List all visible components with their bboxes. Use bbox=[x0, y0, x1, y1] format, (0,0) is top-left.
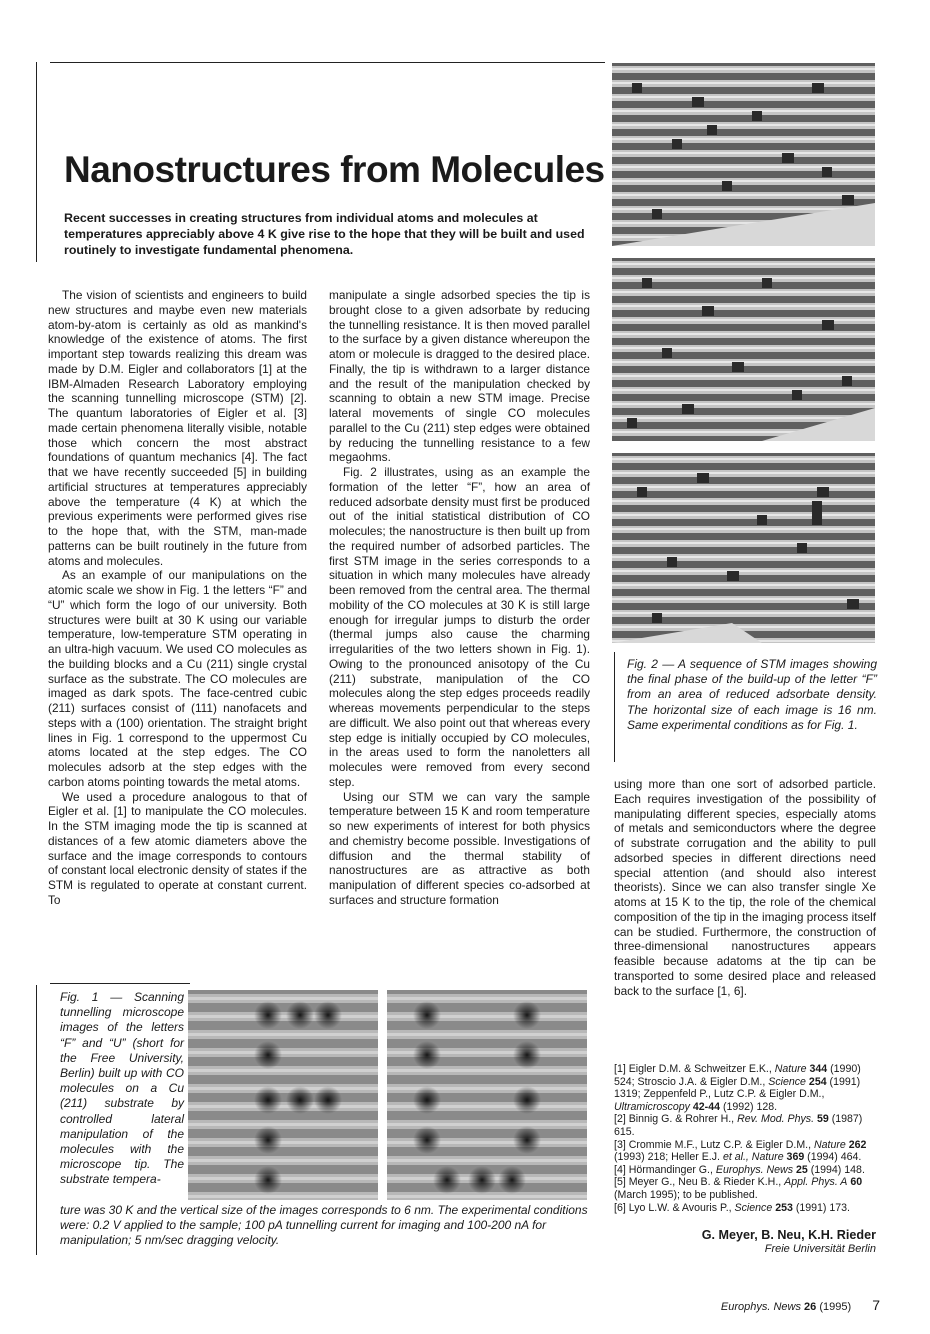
fig1-caption-part-1: Fig. 1 — Scanning tunnelling microscope images of the letters “F” and “U” (short for the Free University, Berlin) built up with CO molecules on a Cu (211) substrate by controlled lateral manipulation of the molecules with the microscope tip. The substrate tempera- bbox=[60, 990, 184, 1187]
left-margin-rule bbox=[36, 62, 37, 262]
author-block bbox=[614, 1228, 876, 1256]
fig2-stm-image-2 bbox=[612, 258, 875, 441]
fig2-caption-rule bbox=[614, 652, 615, 762]
body-column-2 bbox=[329, 288, 590, 908]
reference-item: [4] Hörmandinger G., Europhys. News 25 (1994) 148. bbox=[614, 1163, 865, 1176]
stm-texture bbox=[612, 258, 875, 441]
reference-item: [3] Crommie M.F., Lutz C.P. & Eigler D.M., Nature 262 (1993) 218; Heller E.J. et al., Nature 369 (1994) 464. bbox=[614, 1138, 867, 1164]
footer-volume: 26 bbox=[804, 1301, 817, 1313]
left-margin-rule-lower bbox=[36, 985, 37, 1255]
fig1-stm-image-U bbox=[387, 990, 587, 1200]
article-title: Nanostructures from Molecules bbox=[64, 149, 605, 190]
fig2-stm-image-1 bbox=[612, 63, 875, 246]
footer-journal: Europhys. News bbox=[720, 1301, 801, 1313]
fig2-caption: Fig. 2 — A sequence of STM images showing the final phase of the build-up of the letter “F” from an area of reduced adsorbate density. The horizontal size of each image is 16 nm. Same experimental conditions as for Fig. 1. bbox=[627, 657, 877, 732]
body-column-3 bbox=[614, 777, 876, 998]
reference-item: [5] Meyer G., Neu B. & Rieder K.H., Appl. Phys. A 60 (March 1995); to be published. bbox=[614, 1176, 863, 1201]
footer-year: (1995) bbox=[819, 1301, 852, 1313]
paragraph: using more than one sort of adsorbed particle. Each requires investigation of the possibility of manipulating different species, especially atoms of metals and semiconductors where the degree of substrate corrugation and the ability to pull adsorbed species in different directions need special attention (and should also interest theorists). Since we can also transfer single Xe atoms at 15 K to the tip, the role of the chemical composition of the tip in the imaging process itself can be studied. Furthermore, the construction of three-dimensional nanostructures appears feasible because adatoms at the tip can be transported to some desired place and released back to the surface [1, 6]. bbox=[614, 777, 876, 998]
stm-texture-letter-f bbox=[188, 990, 378, 1200]
fig1-top-rule bbox=[50, 983, 190, 984]
author-institution: Freie Universität Berlin bbox=[764, 1243, 876, 1255]
paragraph: The vision of scientists and engineers to build new structures and maybe even new materials atom-by-atom is certainly as old as mankind's knowledge of the existence of atoms. The first important step towards realizing this dream was made by D.M. Eigler and collaborators [1] at the IBM-Almaden Research Laboratory employing the scanning tunnelling microscope (STM) [2]. The quantum laboratories of Eigler et al. [3] made certain phenomena literally visible, notable those which concern the most abstract foundations of quantum mechanics [4]. The fact that we have recently succeeded [5] in building artificial structures at temperatures appreciably above the temperature (4 K) at which the previous experiments were performed gives rise to the hope that, with the STM, man-made patterns can be built routinely in the future from atoms and molecules. bbox=[48, 288, 307, 568]
fig1-caption-part-2: ture was 30 K and the vertical size of the images corresponds to 6 nm. The experimental conditions were: 0.2 V applied to the sample; 100 pA tunnelling current for imaging and 100-200 nA for manipulation; 5 nm/sec dragging velocity. bbox=[60, 1203, 588, 1248]
page-number: 7 bbox=[872, 1297, 880, 1313]
reference-list bbox=[614, 1063, 876, 1214]
reference-item: [2] Binnig G. & Rohrer H., Rev. Mod. Phys. 59 (1987) 615. bbox=[614, 1113, 863, 1138]
stm-texture-letter-u bbox=[387, 990, 587, 1200]
paragraph: As an example of our manipulations on the atomic scale we show in Fig. 1 the letters “F” and “U” which form the logo of our university. Both structures were built at 30 K using our variable temperature, low-temperature STM operating in an ultra-high vacuum. We used CO molecules as the building blocks and a Cu (211) single crystal surface as the substrate. The CO molecules are imaged as dark spots. The face-centred cubic (211) surfaces consist of (111) nanofacets and steps with a (100) orientation. The straight bright lines in Fig. 1 correspond to the uppermost Cu atoms located at the step edges. The CO molecules adsorb at the step edges with the carbon atoms pointing towards the metal atoms. bbox=[48, 568, 307, 789]
body-column-1 bbox=[48, 288, 307, 908]
stm-texture bbox=[612, 453, 875, 643]
author-names: G. Meyer, B. Neu, K.H. Rieder bbox=[701, 1228, 876, 1242]
fig2-stm-image-3 bbox=[612, 453, 875, 643]
top-rule bbox=[50, 62, 605, 63]
paragraph: Using our STM we can vary the sample temperature between 15 K and room temperature so new experiments of interest for both physics and chemistry become possible. Investigations of diffusion and the thermal stability of nanostructures are as attractive as both manipulation of different species co-adsorbed at surfaces and structure formation bbox=[329, 789, 590, 907]
reference-item: [6] Lyo L.W. & Avouris P., Science 253 (1991) 173. bbox=[614, 1201, 851, 1214]
fig1-stm-image-F bbox=[188, 990, 378, 1200]
stm-texture bbox=[612, 63, 875, 246]
paragraph: manipulate a single adsorbed species the tip is brought close to a given adsorbate by reducing the tunnelling resistance. It is then moved parallel to the surface by a given distance whereupon the atom or molecule is dragged to the desired place. Finally, the tip is withdrawn to a larger distance and the result of the manipulation checked by scanning to obtain a new STM image. Precise lateral movements of single CO molecules parallel to the Cu (211) step edges were obtained by reducing the tunnelling resistance to a few megaohms. bbox=[329, 288, 590, 465]
article-lead: Recent successes in creating structures from individual atoms and molecules at temperatures appreciably above 4 K give rise to the hope that they will be built and used routinely to investigate fundamental phenomena. bbox=[64, 211, 585, 258]
reference-item: [1] Eigler D.M. & Schweitzer E.K., Nature 344 (1990) 524; Stroscio J.A. & Eigler D.M., Science 254 (1991) 1319; Zeppenfeld P., Lutz C.P. & Eigler D.M., Ultramicroscopy 42-44 (1992) 128. bbox=[614, 1063, 861, 1113]
paragraph: We used a procedure analogous to that of Eigler et al. [1] to manipulate the CO molecules. In the STM imaging mode the tip is scanned at distances of a few atomic diameters above the surface and the image corresponds to contours of constant local electronic density of states if the STM is regulated to operate at constant current. To bbox=[48, 789, 307, 907]
page-footer bbox=[700, 1297, 880, 1313]
paragraph: Fig. 2 illustrates, using as an example the formation of the letter “F”, how an area of reduced adsorbate density must first be produced out of the initial statistical distribution of CO molecules; the nanostructure is then built up from the required number of adsorbed particles. The first STM image in the series corresponds to a situation in which many molecules have already been removed from the central area. The thermal mobility of the CO molecules at 30 K is still large enough for irregular jumps to disturb the order (thermal jumps also cause the charming irregularities of the two letters shown in Fig. 1). Owing to the pronounced anisotopy of the Cu (211) substrate, manipulation of the CO molecules along the step edges proceeds readily whereas movements perpendicular to the steps are difficult. We also point out that whereas every step edge is initially occupied by CO molecules, in the areas used to form the nanoletters all molecules were removed from every second step. bbox=[329, 465, 590, 789]
